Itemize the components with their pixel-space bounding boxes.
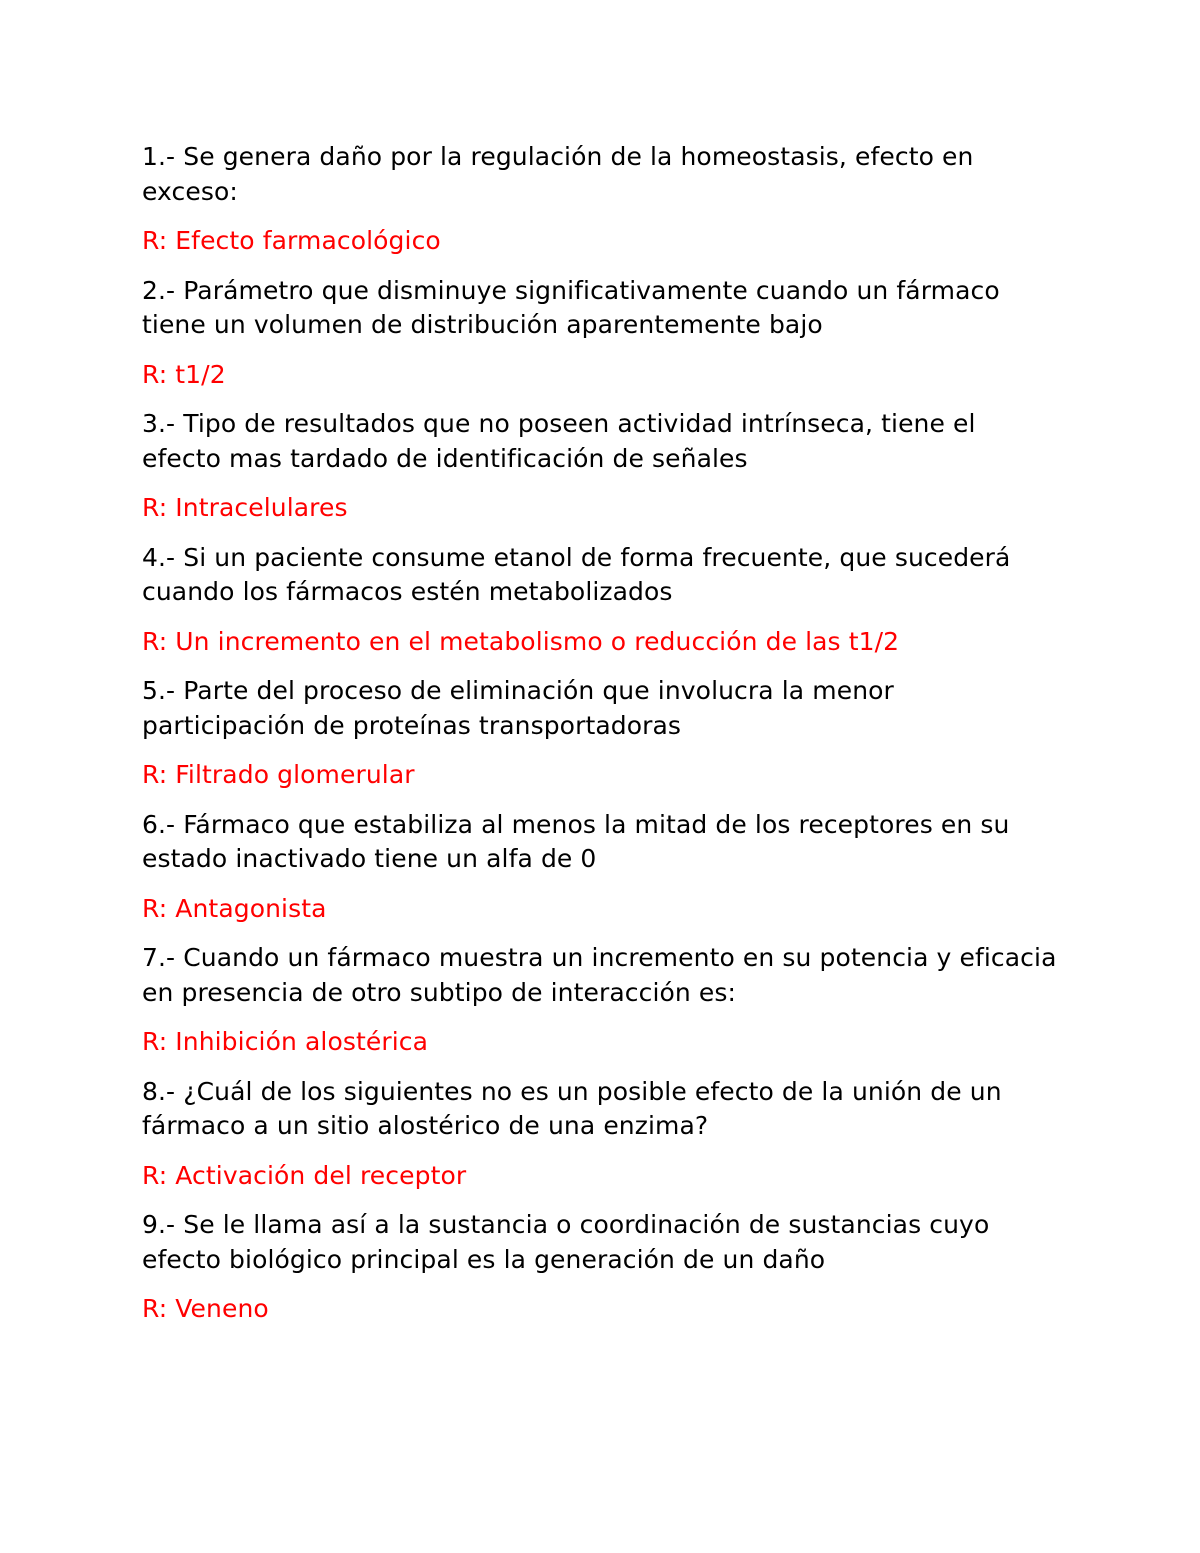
answer-2: R: t1/2 bbox=[142, 359, 226, 389]
question-9: 9.- Se le llama así a la sustancia o coordinación de sustancias cuyo efecto biológico principal es la generación de un daño bbox=[142, 1210, 990, 1274]
question-1: 1.- Se genera daño por la regulación de la homeostasis, efecto en exceso: bbox=[142, 142, 974, 206]
answer-7: R: Inhibición alostérica bbox=[142, 1027, 429, 1056]
question-3: 3.- Tipo de resultados que no poseen actividad intrínseca, tiene el efecto mas tardado de identificación de señales bbox=[142, 409, 976, 473]
question-5: 5.- Parte del proceso de eliminación que involucra la menor participación de proteínas transportadoras bbox=[142, 676, 894, 740]
qa-item-7 bbox=[142, 941, 1062, 1060]
qa-item-3 bbox=[142, 407, 1062, 526]
answer-5: R: Filtrado glomerular bbox=[142, 760, 415, 789]
answer-8: R: Activación del receptor bbox=[142, 1160, 467, 1190]
question-4: 4.- Si un paciente consume etanol de forma frecuente, que sucederá cuando los fármacos estén metabolizados bbox=[142, 542, 1011, 606]
document-page bbox=[142, 140, 1062, 1342]
answer-1: R: Efecto farmacológico bbox=[142, 226, 441, 255]
question-8: 8.- ¿Cuál de los siguientes no es un posible efecto de la unión de un fármaco a un sitio alostérico de una enzima? bbox=[142, 1076, 1002, 1140]
qa-item-2 bbox=[142, 274, 1062, 393]
qa-item-4 bbox=[142, 541, 1062, 660]
qa-item-5 bbox=[142, 674, 1062, 793]
answer-3: R: Intracelulares bbox=[142, 493, 348, 522]
question-7: 7.- Cuando un fármaco muestra un incremento en su potencia y eficacia en presencia de otro subtipo de interacción es: bbox=[142, 943, 1057, 1007]
qa-item-9 bbox=[142, 1208, 1062, 1327]
question-2: 2.- Parámetro que disminuye significativamente cuando un fármaco tiene un volumen de distribución aparentemente bajo bbox=[142, 275, 1000, 339]
qa-item-1 bbox=[142, 140, 1062, 259]
answer-6: R: Antagonista bbox=[142, 893, 327, 923]
question-6: 6.- Fármaco que estabiliza al menos la mitad de los receptores en su estado inactivado tiene un alfa de 0 bbox=[142, 809, 1010, 873]
qa-item-8 bbox=[142, 1075, 1062, 1194]
answer-9: R: Veneno bbox=[142, 1294, 269, 1323]
qa-item-6 bbox=[142, 808, 1062, 927]
answer-4: R: Un incremento en el metabolismo o reducción de las t1/2 bbox=[142, 626, 900, 656]
